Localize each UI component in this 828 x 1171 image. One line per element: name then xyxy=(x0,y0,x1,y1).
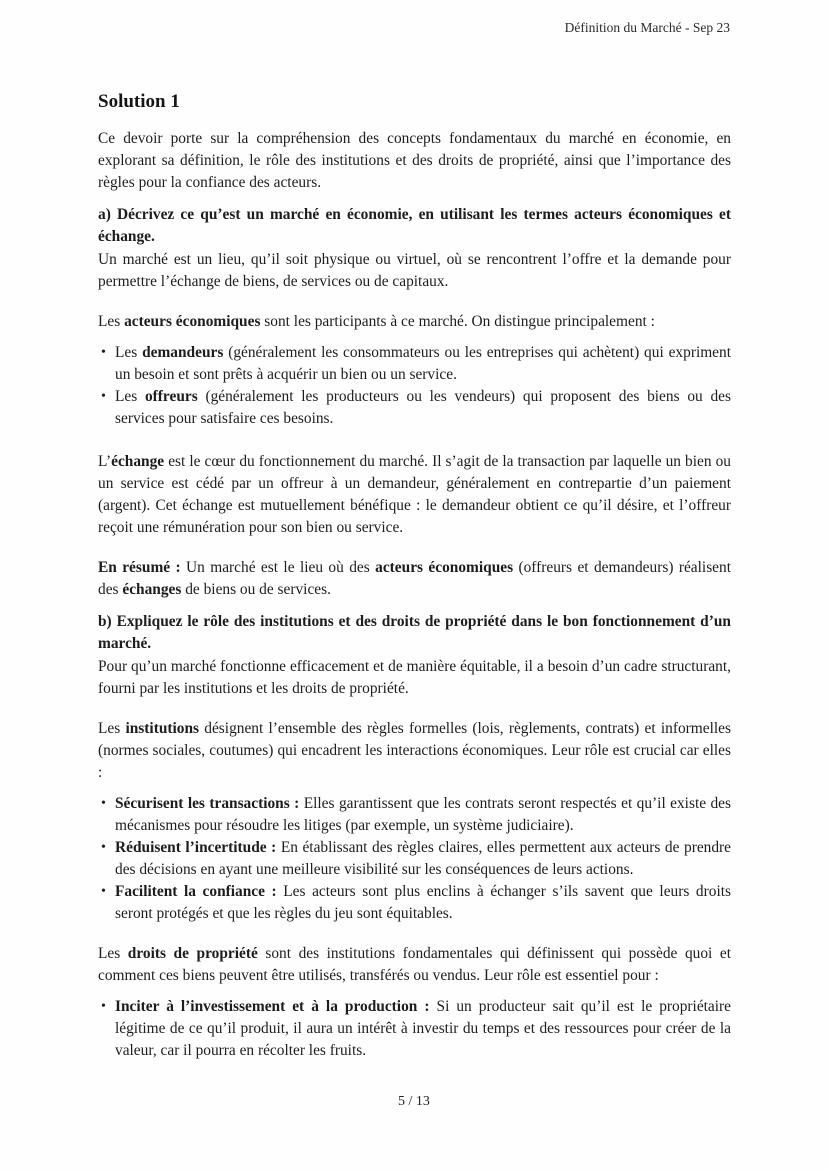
body-text: Les xyxy=(98,945,128,962)
bullet-item xyxy=(98,996,731,1062)
document-body xyxy=(98,128,731,1062)
document-content xyxy=(98,90,731,1062)
bold-text: acteurs économiques xyxy=(375,559,514,576)
bullet-list xyxy=(98,793,731,925)
body-text: Les xyxy=(98,720,126,737)
bold-text: demandeurs xyxy=(142,344,224,361)
body-text: Les acteurs sont plus enclins à échanger s’ils savent que leurs droits seront protégés et que les règles du jeu sont équitables. xyxy=(115,883,731,922)
paragraph xyxy=(98,128,731,194)
body-text: désignent l’ensemble des règles formelles (lois, règlements, contrats) et informelles (normes sociales, coutumes) qui encadrent les interactions économiques. Leur rôle est crucial car elles : xyxy=(98,720,731,781)
paragraph xyxy=(98,557,731,601)
body-text: (généralement les producteurs ou les vendeurs) qui proposent des biens ou des services pour satisfaire ces besoins. xyxy=(115,388,731,427)
bold-text: échanges xyxy=(122,581,182,598)
page-footer xyxy=(0,1094,828,1110)
body-text: Si un producteur sait qu’il est le propriétaire légitime de ce qu’il produit, il aura un intérêt à investir du temps et des ressources pour créer de la valeur, car il pourra en récolter les fruits. xyxy=(115,998,731,1059)
body-text: L’ xyxy=(98,453,112,470)
bold-text: droits de propriété xyxy=(127,945,258,962)
bullet-list xyxy=(98,996,731,1062)
bold-text: offreurs xyxy=(144,388,198,405)
body-text: (généralement les consommateurs ou les entreprises qui achètent) qui expriment un besoin et sont prêts à acquérir un bien ou un service. xyxy=(115,344,731,383)
body-text: sont les participants à ce marché. On distingue principalement : xyxy=(260,313,655,330)
paragraph xyxy=(98,656,731,700)
bullet-item xyxy=(98,837,731,881)
paragraph xyxy=(98,249,731,293)
bullet-item xyxy=(98,793,731,837)
paragraph xyxy=(98,311,731,333)
body-text: Pour qu’un marché fonctionne efficacement et de manière équitable, il a besoin d’un cadre structurant, fourni par les institutions et les droits de propriété. xyxy=(98,658,731,697)
bullet-item xyxy=(98,386,731,430)
paragraph xyxy=(98,718,731,784)
bold-text: échange xyxy=(111,453,165,470)
body-text: Elles garantissent que les contrats seront respectés et qu’il existe des mécanismes pour résoudre les litiges (par exemple, un système judiciaire). xyxy=(115,795,732,834)
page-header xyxy=(565,20,730,36)
bold-text: Facilitent la confiance : xyxy=(115,883,277,900)
paragraph xyxy=(98,451,731,539)
bullet-item xyxy=(98,881,731,925)
body-text: est le cœur du fonctionnement du marché. Il s’agit de la transaction par laquelle un bien ou un service est cédé par un offreur à un demandeur, généralement en contrepartie d’un paiement (argent). Cet échange est mutuellement bénéfique : le demandeur obtient ce qu’il désire, et l’offreur reçoit une rémunération pour son bien ou service. xyxy=(98,453,731,536)
body-text: Les xyxy=(115,344,143,361)
bullet-list xyxy=(98,342,731,430)
body-text: Les xyxy=(98,313,125,330)
question-heading xyxy=(98,611,731,655)
body-text: En établissant des règles claires, elles permettent aux acteurs de prendre des décisions en ayant une meilleure visibilité sur les conséquences de leurs actions. xyxy=(115,839,731,878)
bold-text: Inciter à l’investissement et à la production : xyxy=(115,998,430,1015)
bold-text: Réduisent l’incertitude : xyxy=(115,839,277,856)
body-text: sont des institutions fondamentales qui définissent qui possède quoi et comment ces biens peuvent être utilisés, transférés ou vendus. Leur rôle est essentiel pour : xyxy=(98,945,731,984)
question-heading xyxy=(98,204,731,248)
header-document-title: Définition du Marché - Sep 23 xyxy=(564,20,730,35)
bold-text: b) Expliquez le rôle des institutions et des droits de propriété dans le bon fonctionnement d’un marché. xyxy=(98,613,731,652)
body-text: Ce devoir porte sur la compréhension des concepts fondamentaux du marché en économie, en explorant sa définition, le rôle des institutions et des droits de propriété, ainsi que l’importance des règles pour la confiance des acteurs. xyxy=(98,130,731,191)
solution-title: Solution 1 xyxy=(98,91,180,112)
bullet-item xyxy=(98,342,731,386)
bold-text: Sécurisent les transactions : xyxy=(115,795,300,812)
paragraph xyxy=(98,943,731,987)
bold-text: institutions xyxy=(125,720,200,737)
body-text: Les xyxy=(115,388,145,405)
body-text: Un marché est un lieu, qu’il soit physique ou virtuel, où se rencontrent l’offre et la demande pour permettre l’échange de biens, de services ou de capitaux. xyxy=(98,251,731,290)
body-text: Un marché est le lieu où des xyxy=(180,559,376,576)
bold-text: a) Décrivez ce qu’est un marché en économie, en utilisant les termes acteurs économiques et échange. xyxy=(98,206,731,245)
page-number: 5 / 13 xyxy=(398,1094,430,1109)
bold-text: En résumé : xyxy=(98,559,181,576)
bold-text: acteurs économiques xyxy=(124,313,261,330)
body-text: (offreurs et demandeurs) réalisent des xyxy=(98,559,731,598)
body-text: de biens ou de services. xyxy=(181,581,331,598)
